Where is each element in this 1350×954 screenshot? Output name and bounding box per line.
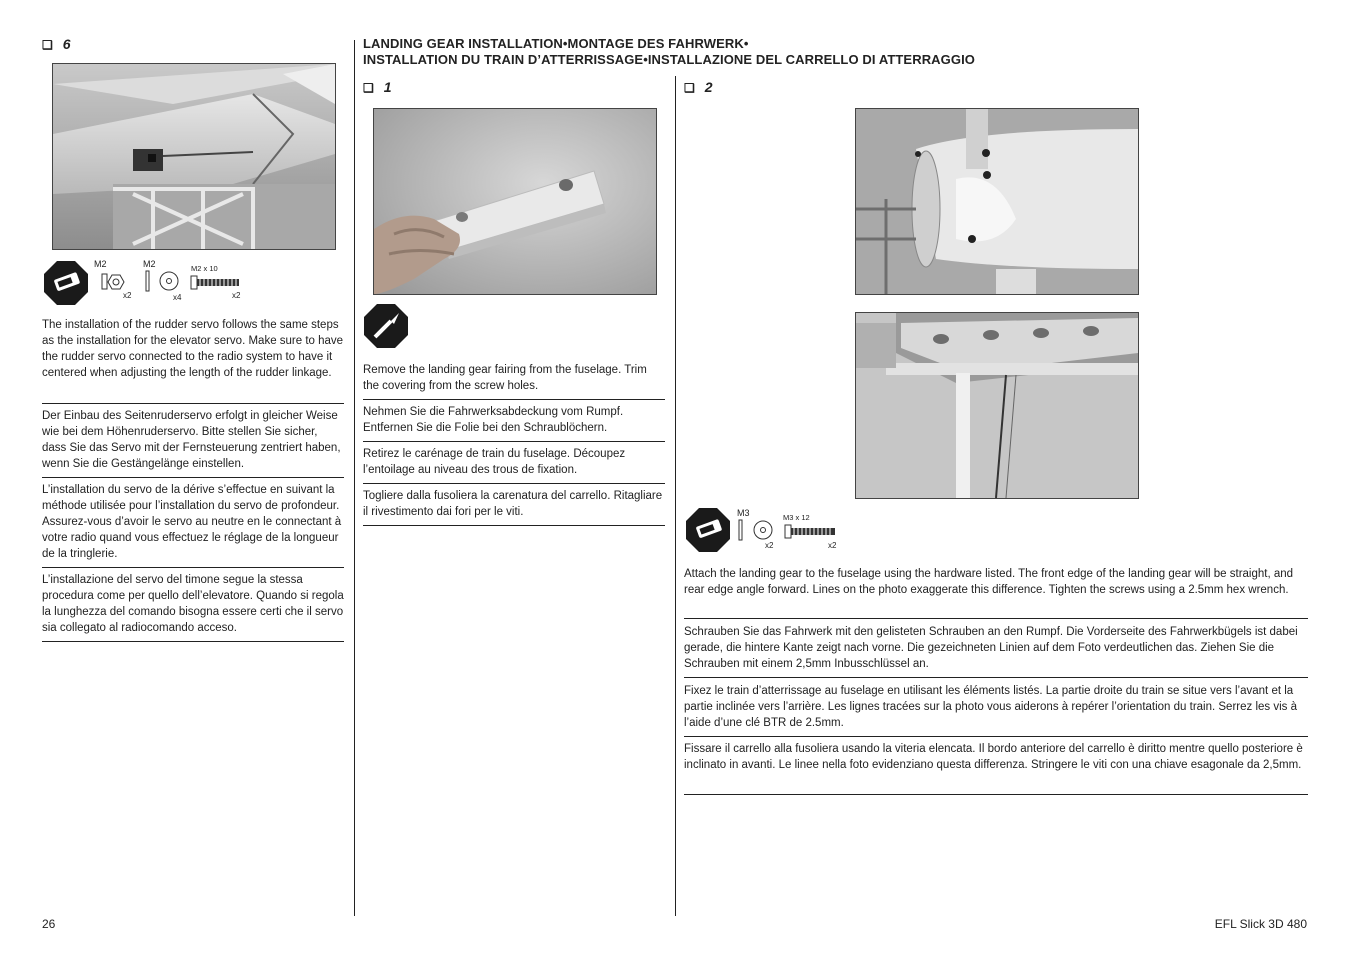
checkbox-icon[interactable]: ❑	[42, 38, 53, 52]
instruction-paragraph-fr: Retirez le carénage de train du fuselage. Découpez l’entoilage au niveau des trous de fixation.	[363, 448, 626, 476]
hobby-knife-icon	[363, 303, 409, 349]
divider	[42, 567, 344, 568]
hardware-label: M2 x 10	[191, 264, 218, 273]
instruction-paragraph-en: Remove the landing gear fairing from the fuselage. Trim the covering from the screw holes.	[363, 364, 647, 392]
instruction-paragraph-de: Schrauben Sie das Fahrwerk mit den gelisteten Schrauben an den Rumpf. Die Vorderseite des Fahrwerkbügels ist dabei gerade, die hintere Kante zeigt nach vorne. Die gezeichneten Linien auf dem Foto verdeutlichen das. Ziehen Sie die Schrauben mit einem 2,5mm Inbusschlüssel an.	[684, 626, 1298, 670]
hardware-label: M2	[94, 259, 107, 269]
step-number: 2	[704, 79, 713, 95]
step-number: 1	[383, 79, 392, 95]
divider	[684, 618, 1308, 619]
gear-fairing-photo	[373, 108, 657, 295]
fuselage-gear-mount-photo	[855, 108, 1139, 295]
divider	[363, 399, 665, 400]
nut-icon	[101, 272, 127, 292]
instruction-paragraph-en: The installation of the rudder servo follows the same steps as the installation for the elevator servo. Make sure to have the rudder servo connected to the radio system to have it centered when adjusting the length of the rudder linkage.	[42, 319, 344, 379]
divider	[363, 525, 665, 526]
hex-wrench-icon	[43, 260, 89, 306]
divider	[684, 736, 1308, 737]
section-title-line1: LANDING GEAR INSTALLATION•MONTAGE DES FAHRWERK•	[363, 36, 749, 51]
hardware-qty: x2	[232, 291, 241, 300]
product-name: EFL Slick 3D 480	[1214, 917, 1307, 931]
hardware-qty: x2	[765, 541, 774, 550]
step-6-heading	[42, 36, 71, 52]
instruction-paragraph-fr: Fixez le train d’atterrissage au fuselage en utilisant les éléments listés. La partie droite du train se situe vers l’avant et la partie inclinée vers l’arrière. Les lignes tracées sur la photo vous aiderons à repérer l’orientation du train. Serrez les vis à l’aide d’une clé BTR de 2.5mm.	[684, 685, 1297, 729]
section-title	[363, 36, 1323, 68]
landing-gear-attached-photo	[855, 312, 1139, 499]
screw-icon	[784, 524, 838, 540]
hardware-qty: x4	[173, 293, 182, 302]
instruction-paragraph-de: Nehmen Sie die Fahrwerksabdeckung vom Rumpf. Entfernen Sie die Folie bei den Schraublöchern.	[363, 406, 624, 434]
hex-wrench-icon	[685, 507, 731, 553]
divider	[42, 403, 344, 404]
page-number: 26	[42, 917, 56, 931]
checkbox-icon[interactable]: ❑	[684, 81, 695, 95]
section-title-line2: INSTALLATION DU TRAIN D’ATTERRISSAGE•INSTALLAZIONE DEL CARRELLO DI ATTERRAGGIO	[363, 52, 976, 67]
divider	[684, 677, 1308, 678]
hardware-label: M3 x 12	[783, 513, 810, 522]
rudder-servo-photo	[52, 63, 336, 250]
divider	[363, 441, 665, 442]
washer-icon	[738, 519, 774, 543]
divider	[363, 483, 665, 484]
divider	[684, 794, 1308, 795]
hardware-label: M2	[143, 259, 156, 269]
divider	[42, 477, 344, 478]
checkbox-icon[interactable]: ❑	[363, 81, 374, 95]
step-1-heading	[363, 79, 392, 95]
hardware-qty: x2	[828, 541, 837, 550]
instruction-paragraph-it: Togliere dalla fusoliera la carenatura del carrello. Ritagliare il rivestimento dai fori per le viti.	[363, 490, 663, 518]
hardware-qty: x2	[123, 291, 132, 300]
hardware-label: M3	[737, 508, 750, 518]
instruction-paragraph-it: Fissare il carrello alla fusoliera usando la viteria elencata. Il bordo anteriore del carrello è diritto mentre quello posteriore è inclinato in avanti. Le linee nella foto evidenziano questa differenza. Stringere le viti con una chiave esagonale da 2,5mm.	[684, 743, 1303, 771]
washer-icon	[145, 270, 181, 294]
step-number: 6	[62, 36, 71, 52]
instruction-paragraph-fr: L’installation du servo de la dérive s’effectue en suivant la méthode utilisée pour l’installation du servo de profondeur. Assurez-vous d’avoir le servo au neutre en le connectant à votre radio quand vous effectuez le réglage de la longueur de la tringlerie.	[42, 484, 342, 560]
instruction-paragraph-en: Attach the landing gear to the fuselage using the hardware listed. The front edge of the landing gear will be straight, and rear edge angle forward. Lines on the photo exaggerate this difference. Tighten the screws using a 2.5mm hex wrench.	[684, 568, 1294, 596]
screw-icon	[190, 275, 242, 291]
step-2-heading	[684, 79, 713, 95]
column-divider	[354, 40, 355, 916]
instruction-paragraph-de: Der Einbau des Seitenruderservo erfolgt in gleicher Weise wie bei dem Höhenruderservo. Bitte stellen Sie sicher, dass Sie das Servo mit der Fernsteuerung zentriert haben, wenn Sie die Gestängelänge einstellen.	[42, 410, 341, 470]
instruction-paragraph-it: L’installazione del servo del timone segue la stessa procedura come per quello dell’elevatore. Quando si regola la lunghezza del comando bisogna essere certi che il servo sia collegato al radiocomando acceso.	[42, 574, 344, 634]
column-divider	[675, 76, 676, 916]
divider	[42, 641, 344, 642]
